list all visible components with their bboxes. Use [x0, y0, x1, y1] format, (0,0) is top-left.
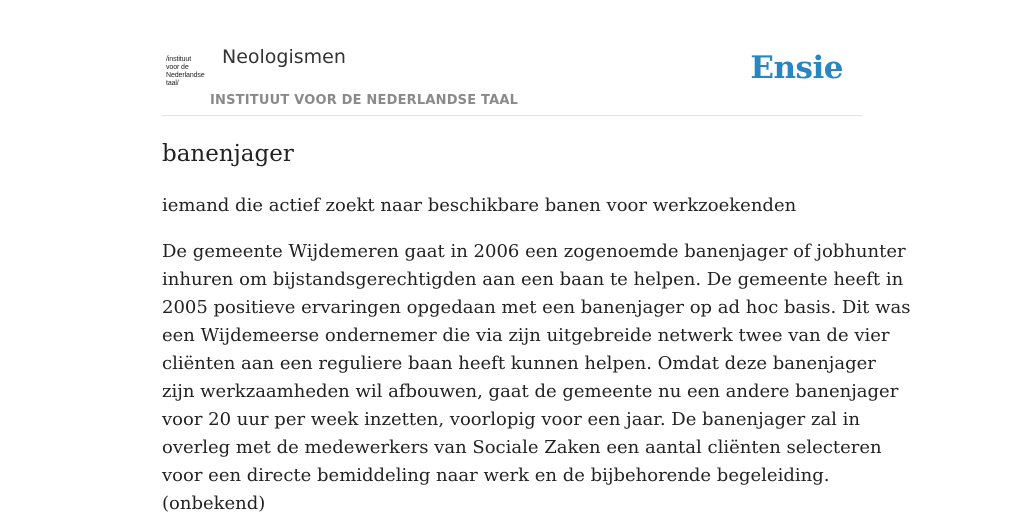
logo-line: voor de [166, 64, 189, 71]
entry-definition: iemand die actief zoekt naar beschikbare banen voor werkzoekenden [162, 195, 797, 216]
institute-name: INSTITUUT VOOR DE NEDERLANDSE TAAL [210, 93, 519, 108]
example-line: 2005 positieve ervaringen opgedaan met een banenjager op ad hoc basis. Dit was [162, 297, 911, 318]
logo-line: Nederlandse [166, 72, 205, 79]
example-line: cliënten aan een reguliere baan heeft kunnen helpen. Omdat deze banenjager [162, 353, 876, 374]
example-line: zijn werkzaamheden wil afbouwen, gaat de gemeente nu een andere banenjager [162, 381, 899, 402]
site-title[interactable]: Neologismen [222, 46, 346, 68]
entry-content [162, 138, 911, 512]
ensie-brand-link[interactable]: Ensie [750, 50, 843, 86]
logo-line: taal/ [166, 80, 179, 87]
example-line: De gemeente Wijdemeren gaat in 2006 een zogenoemde banenjager of jobhunter [162, 241, 906, 262]
institute-logo[interactable] [166, 56, 210, 90]
entry-example [162, 238, 911, 512]
logo-line: /instituut [166, 56, 192, 63]
example-line: overleg met de medewerkers van Sociale Zaken een aantal cliënten selecteren [162, 437, 882, 458]
example-line: een Wijdemeerse ondernemer die via zijn uitgebreide netwerk twee van de vier [162, 325, 890, 346]
example-source: (onbekend) [162, 493, 266, 512]
entry-word: banenjager [162, 141, 294, 167]
header [162, 40, 862, 116]
example-line: inhuren om bijstandsgerechtigden aan een baan te helpen. De gemeente heeft in [162, 269, 904, 290]
example-line: voor 20 uur per week inzetten, voorlopig voor een jaar. De banenjager zal in [162, 409, 861, 430]
example-line: voor een directe bemiddeling naar werk en de bijbehorende begeleiding. [162, 465, 830, 486]
